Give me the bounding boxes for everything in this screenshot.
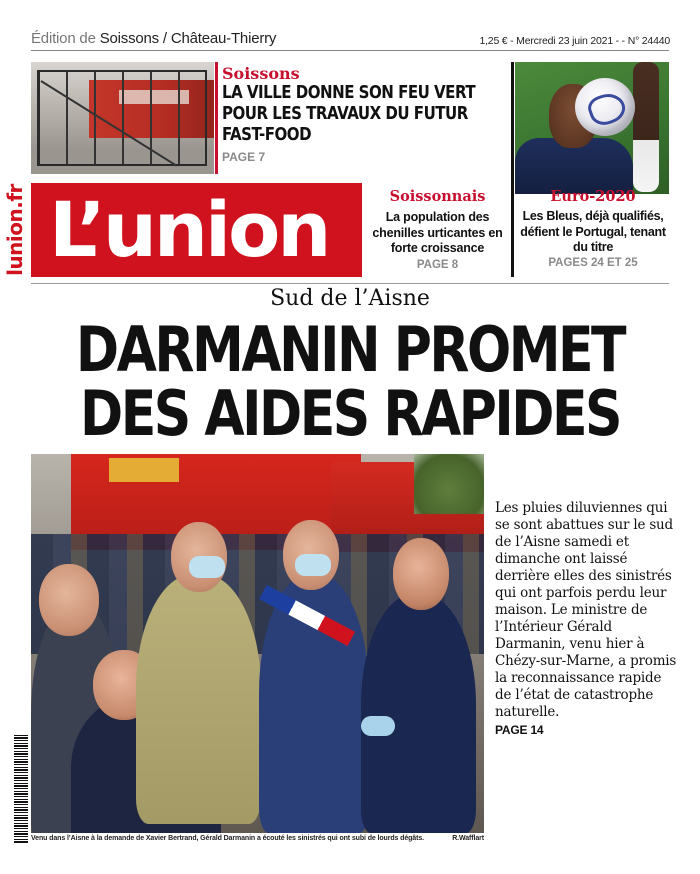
teaser-soissons-page: PAGE 7	[222, 150, 266, 164]
teaser-soissons-headline[interactable]: LA VILLE DONNE SON FEU VERT POUR LES TRAVAUX DU FUTUR FAST-FOOD	[222, 83, 476, 145]
football-shape	[575, 78, 635, 136]
site-url[interactable]	[2, 183, 28, 277]
edition-line	[31, 30, 276, 47]
issue-info: 1,25 € - Mercredi 23 juin 2021 - - N° 24440	[479, 35, 670, 47]
teaser-accent-bar	[215, 62, 218, 174]
person-5-shape	[361, 594, 476, 833]
main-story[interactable]	[495, 500, 680, 739]
main-region-kicker: Sud de l’Aisne	[270, 286, 430, 311]
mask-in-hand-shape	[361, 716, 395, 736]
teaser-soissonnais-page: PAGE 8	[416, 258, 459, 271]
teaser-euro-body: Les Bleus, déjà qualifiés, défient le Portugal, tenant du titre	[520, 209, 666, 254]
mask-shape	[189, 556, 225, 578]
edition-label: Édition de	[31, 30, 96, 47]
main-headline-line1: DARMANIN PROMET	[75, 313, 625, 386]
darmanin-photo	[31, 454, 484, 833]
person-1-head-shape	[39, 564, 99, 636]
main-headline-line2: DES AIDES RAPIDES	[79, 377, 621, 450]
masthead-divider	[31, 283, 669, 284]
barcode	[14, 735, 28, 843]
masthead-brand: L’union	[49, 185, 329, 274]
main-headline[interactable]	[56, 313, 644, 450]
main-story-page: PAGE 14	[495, 723, 544, 737]
football-player-photo	[515, 62, 669, 194]
teaser-soissonnais[interactable]	[369, 188, 506, 271]
fire-truck-sign-shape	[109, 458, 179, 482]
teaser-soissons-kicker: Soissons	[222, 64, 300, 83]
edition-city: Soissons / Château-Thierry	[99, 30, 277, 47]
photo-caption-text: Venu dans l’Aisne à la demande de Xavier Bertrand, Gérald Darmanin a écouté les sinistrés qui ont subi de lourds dégâts.	[31, 835, 424, 842]
main-story-text: Les pluies diluviennes qui se sont abattues sur le sud de l’Aisne samedi et dimanche ont laissé derrière elles des sinistrés qui ont parfois perdu leur maison. Le ministre de l’Intérieur Gérald Darmanin, venu hier à Chézy-sur-Marne, a promis la reconnaissance rapide de l’état de catastrophe naturelle.	[495, 500, 677, 720]
fast-food-photo	[31, 62, 214, 174]
euro-divider	[511, 62, 514, 277]
teaser-euro-page: PAGES 24 ET 25	[548, 256, 638, 269]
construction-barrier-shape	[37, 70, 207, 166]
trees-shape	[414, 454, 484, 514]
masthead-logo[interactable]	[31, 183, 362, 277]
mask-2-shape	[295, 554, 331, 576]
photo-credit: R.Wafflart	[452, 835, 484, 842]
background-player-shape	[633, 62, 659, 192]
photo-caption	[31, 835, 484, 842]
teaser-euro[interactable]	[517, 188, 669, 269]
person-3-shape	[136, 574, 261, 824]
site-url-text: lunion.fr	[3, 184, 28, 276]
header-divider	[31, 50, 669, 51]
teaser-soissonnais-body: La population des chenilles urticantes en forte croissance	[372, 210, 503, 255]
teaser-euro-kicker: Euro-2020	[550, 188, 636, 205]
person-5-head-shape	[393, 538, 449, 610]
teaser-soissonnais-kicker: Soissonnais	[389, 188, 486, 205]
